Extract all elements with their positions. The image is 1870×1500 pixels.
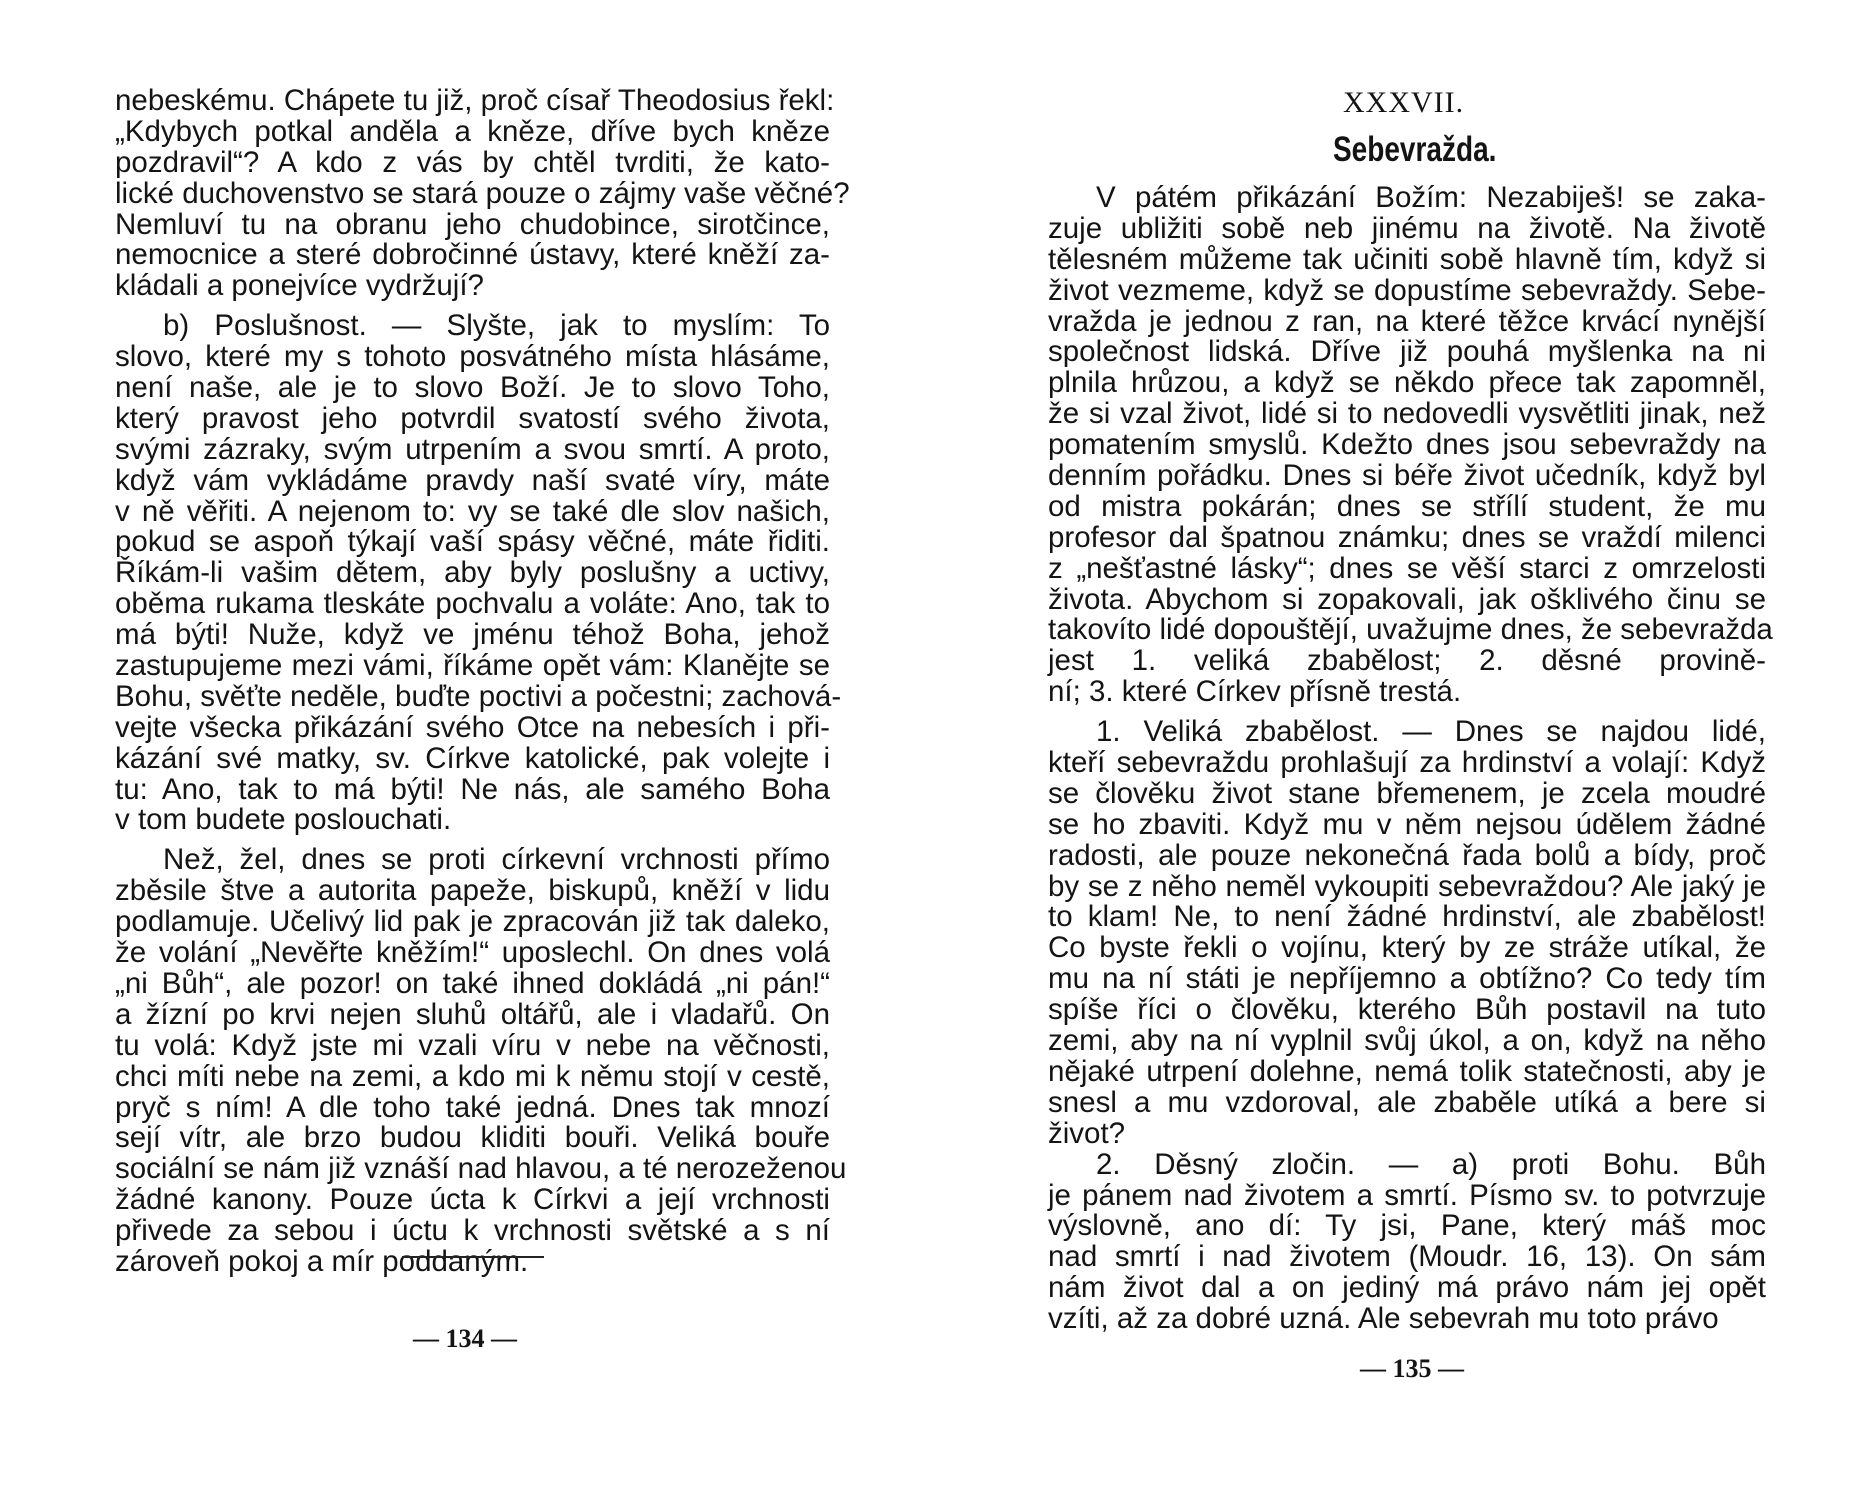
text-line: v tom budete poslouchati. [115,803,452,837]
text-line: tělesném můžeme tak učiniti sobě hlavně tím, když si [1048,242,1766,276]
text-line: kteří sebevraždu prohlašují za hrdinství a volají: Když [1048,746,1766,780]
text-line: kládali a ponejvíce vydržují? [115,269,484,303]
text-line: vejte všecka přikázání svého Otce na nebesích i při- [115,710,830,744]
text-line: „Kdybych potkal anděla a kněze, dříve bych kněze [115,114,830,148]
text-line: Než, žel, dnes se proti církevní vrchnosti přímo [163,843,830,877]
text-line: by se z něho neměl vykoupiti sebevraždou? Ale jaký je [1048,869,1766,903]
text-line: zároveň pokoj a mír poddaným. [115,1244,529,1278]
chapter-title: Sebevražda. [1333,130,1497,169]
text-line: denním pořádku. Dnes si béře život učedník, když byl [1048,459,1766,493]
text-line: 1. Veliká zbabělost. — Dnes se najdou lidé, [1096,715,1766,749]
text-line: vražda je jednou z ran, na které těžce krvácí nynější [1048,304,1766,338]
text-line: nám život dal a on jediný má právo nám jej opět [1048,1271,1766,1305]
section-end-rule [402,1256,544,1258]
text-line: je pánem nad životem a smrtí. Písmo sv. to potvrzuje [1048,1178,1766,1212]
text-line: od mistra pokárán; dnes se střílí student, že mu [1048,489,1766,523]
text-line: zuje ubližiti sobě neb jinému na životě. Na životě [1048,211,1766,245]
text-line: nemocnice a steré dobročinné ústavy, které kněží za- [115,238,830,272]
text-line: mu na ní státi je nepříjemno a obtížno? Co tedy tím [1048,962,1766,996]
text-line: takovíto lidé dopouštějí, uvažujme dnes, že sebevražda [1048,613,1773,647]
text-line: má býti! Nuže, když ve jménu téhož Boha, jehož [115,618,830,652]
text-line: nad smrtí i nad životem (Moudr. 16, 13). On sám [1048,1240,1766,1274]
text-line: zběsile štve a autorita papeže, biskupů, kněží v lidu [115,874,830,908]
text-line: sociální se nám již vznáší nad hlavou, a té nerozeženou [115,1152,847,1186]
text-line: ní; 3. které Církev přísně trestá. [1048,675,1462,709]
right-page-number: — 135 — [1360,1354,1464,1383]
text-line: Nemluví tu na obranu jeho chudobince, sirotčince, [115,207,830,241]
text-line: spíše říci o člověku, kterého Bůh postavil na tuto [1048,993,1766,1027]
text-line: výslovně, ano dí: Ty jsi, Pane, který máš moc [1048,1209,1766,1243]
text-line: snesl a mu vzdoroval, ale zbaběle utíká a bere si [1048,1085,1766,1119]
text-line: V pátém přikázání Božím: Nezabiješ! se zaka- [1096,181,1766,214]
text-line: žádné kanony. Pouze úcta k Církvi a její vrchnosti [115,1183,830,1217]
text-line: společnost lidská. Dříve již pouhá myšlenka na ni [1048,335,1766,369]
right-page-text [1048,181,1773,1336]
text-line: tu volá: Když jste mi vzali víru v nebe na věčnosti, [115,1028,830,1062]
text-line: z „nešťastné lásky“; dnes se věší starci z omrzelosti [1048,551,1766,585]
text-line: to klam! Ne, to není žádné hrdinství, ale zbabělost! [1048,900,1766,934]
text-line: podlamuje. Učelivý lid pak je zpracován již tak daleko, [115,905,830,939]
text-line: pomatením smyslů. Kdežto dnes jsou sebevraždy na [1048,428,1766,462]
text-line: lické duchovenstvo se stará pouze o zájmy vaše věčné? [115,176,850,210]
text-line: svými zázraky, svým utrpením a svou smrtí. A proto, [115,432,830,466]
text-line: se člověku život stane břemenem, je zcela moudré [1048,776,1766,810]
text-line: že si vzal život, lidé si to nedovedli vysvětliti jinak, než [1048,397,1766,431]
text-line: přivede za sebou i úctu k vrchnosti světské a s ní [115,1214,830,1248]
right-page [935,0,1870,1500]
text-line: život vezmeme, když se dopustíme sebevraždy. Sebe- [1048,273,1766,307]
chapter-number: XXXVII. [1343,86,1465,119]
text-line: zastupujeme mezi vámi, říkáme opět vám: Klanějte se [115,649,830,683]
text-line: profesor dal špatnou známku; dnes se vraždí milenci [1048,520,1766,554]
text-line: který pravost jeho potvrdil svatostí svého života, [115,401,830,435]
text-line: zemi, aby na ní vyplnil svůj úkol, a on, když na něho [1048,1024,1766,1058]
text-line: sejí vítr, ale brzo budou kliditi bouři. Veliká bouře [115,1121,830,1155]
text-line: nebeskému. Chápete tu již, proč císař Theodosius řekl: [115,84,835,117]
text-line: pokud se aspoň týkají vaší spásy věčné, máte řiditi. [115,525,830,559]
text-line: není naše, ale je to slovo Boží. Je to slovo Toho, [115,371,830,405]
text-line: slovo, které my s tohoto posvátného místa hlásáme, [115,340,830,374]
text-line: tu: Ano, tak to má býti! Ne nás, ale samého Boha [115,772,830,806]
left-page-number: — 134 — [413,1324,517,1353]
text-line: když vám vykládáme pravdy naší svaté víry, máte [115,463,830,497]
text-line: Bohu, svěťte neděle, buďte poctivi a počestni; zachová- [115,679,842,713]
text-line: že volání „Nevěřte kněžím!“ uposlechl. On dnes volá [115,936,830,970]
text-line: Říkám-li vašim dětem, aby byly poslušny a uctivy, [115,556,830,590]
text-line: oběma rukama tleskáte pochvalu a voláte: Ano, tak to [115,587,830,621]
text-line: radosti, ale pouze nekonečná řada bolů a bídy, proč [1048,838,1766,872]
text-line: Co byste řekli o vojínu, který by ze stráže utíkal, že [1048,931,1766,965]
text-line: „ni Bůh“, ale pozor! on také ihned dokládá „ni pán!“ [115,966,830,1000]
text-line: a žízní po krvi nejen sluhů oltářů, ale i vladařů. On [115,997,830,1031]
text-line: pryč s ním! A dle toho také jedná. Dnes tak mnozí [115,1090,830,1124]
text-line: pozdravil“? A kdo z vás by chtěl tvrditi, že kato- [115,145,830,179]
text-line: kázání své matky, sv. Církve katolické, pak volejte i [115,741,830,775]
text-line: života. Abychom si zopakovali, jak ošklivého činu se [1048,582,1766,616]
text-line: v ně věřiti. A nejenom to: vy se také dle slov našich, [115,494,830,528]
text-line: chci míti nebe na zemi, a kdo mi k němu stojí v cestě, [115,1059,830,1093]
text-line: se ho zbaviti. Když mu v něm nejsou údělem žádné [1048,807,1766,841]
text-line: plnila hrůzou, a když se někdo přece tak zapomněl, [1048,366,1766,400]
text-line: jest 1. veliká zbabělost; 2. děsné provině- [1048,644,1766,678]
text-line: vzíti, až za dobré uzná. Ale sebevrah mu toto právo [1048,1302,1719,1336]
left-page-text [115,84,850,1278]
text-line: život? [1048,1116,1126,1150]
text-line: nějaké utrpení dolehne, nemá tolik statečnosti, aby je [1048,1054,1766,1088]
text-line: b) Poslušnost. — Slyšte, jak to myslím: To [163,309,830,343]
text-line: 2. Děsný zločin. — a) proti Bohu. Bůh [1096,1147,1766,1181]
